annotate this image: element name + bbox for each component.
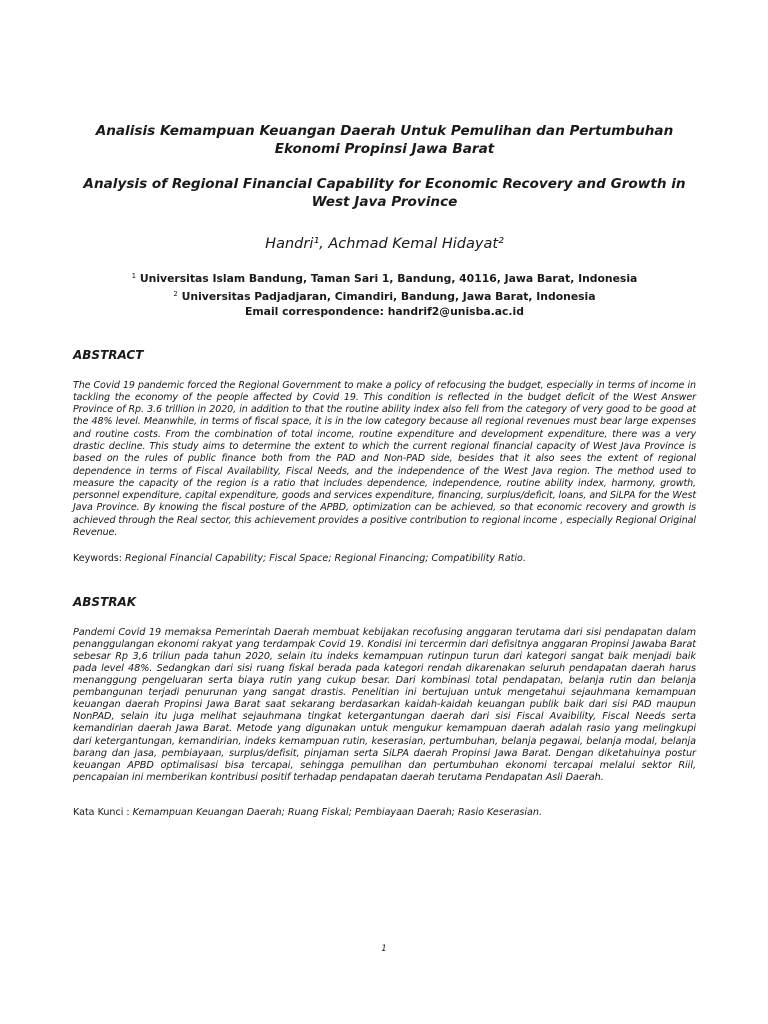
author-list: Handri¹, Achmad Kemal Hidayat²	[265, 236, 504, 252]
affiliation-2-text: Universitas Padjadjaran, Cimandiri, Bandung, Jawa Barat, Indonesia	[181, 289, 596, 303]
affiliation-1	[73, 269, 696, 287]
affiliation-2-marker: 2	[173, 289, 178, 298]
affiliations	[73, 269, 696, 320]
abstract-body: The Covid 19 pandemic forced the Regional Government to make a policy of refocusing the budget, especially in terms of income in tackling the economy of the people affected by Covid 19. This condition is reflected in the budget deficit of the West Answer Province of Rp. 3.6 trillion in 2020, in addition to that the routine ability index also fell from the category of very good to be good at the 48% level. Meanwhile, in terms of fiscal space, it is in the low category because all regional revenues must bear large expenses and routine costs. From the combination of total income, routine expenditure and development expenditure, there was a very drastic decline. This study aims to determine the extent to which the current regional financial capacity of West Java Province is based on the rules of public finance both from the PAD and Non-PAD side, besides that it also sees the extent of regional dependence in terms of Fiscal Availability, Fiscal Needs, and the independence of the West Java region. The method used to measure the capacity of the region is a ratio that includes dependence, independence, routine ability index, harmony, growth, personnel expenditure, capital expenditure, goods and services expenditure, financing, surplus/deficit, loans, and SiLPA for the West Java Province. By knowing the fiscal posture of the APBD, optimization can be achieved, so that economic recovery and growth is achieved through the Real sector, this achievement provides a positive contribution to regional income , especially Regional Original Revenue.	[73, 379, 696, 539]
kata-kunci-line	[73, 807, 696, 819]
abstrak-heading: ABSTRAK	[73, 594, 137, 609]
abstrak-body: Pandemi Covid 19 memaksa Pemerintah Daerah membuat kebijakan recofusing anggaran terutama dari sisi pendapatan dalam penanggulangan ekonomi rakyat yang terdampak Covid 19. Kondisi ini tercermin dari defisitnya anggaran Propinsi Jawaba Barat sebesar Rp 3,6 triliun pada tahun 2020, selain itu indeks kemampuan rutinpun turun dari kategori sangat baik menjadi baik pada level 48%. Sedangkan dari sisi ruang fiskal berada pada kategori rendah dikarenakan seluruh pendapatan daerah harus menanggung pengeluaran serta biaya rutin yang cukup besar. Dari kombinasi total pendapatan, belanja rutin dan belanja pembangunan terjadi penurunan yang sangat drastis. Penelitian ini bertujuan untuk mengetahui sejauhmana kemampuan keuangan daerah Propinsi Jawa Barat saat sekarang berdasarkan kaidah-kaidah keuangan publik baik dari sisi PAD maupun NonPAD, selain itu juga melihat sejauhmana tingkat ketergantungan daerah dari sisi Fiscal Avaibility, Fiscal Needs serta kemandirian daerah Jawa Barat. Metode yang digunakan untuk mengukur kemampuan daerah adalah rasio yang melingkupi dari ketergantungan, kemandirian, indeks kemampuan rutin, keserasian, pertumbuhan, belanja pegawai, belanja modal, belanja barang dan jasa, pembiayaan, surplus/defisit, pinjaman serta SiLPA daerah Propinsi Jawa Barat. Dengan diketahuinya postur keuangan APBD optimalisasi bisa tercapai, sehingga pemulihan dan pertumbuhan ekonomi tercapai melalui sektor Riil, pencapaian ini memberikan kontribusi positif terhadap pendapatan daerah terutama Pendapatan Asli Daerah.	[73, 626, 696, 783]
email-correspondence: Email correspondence: handrif2@unisba.ac.id	[245, 305, 524, 318]
keywords-line	[73, 553, 696, 565]
kata-kunci-values: Kemampuan Keuangan Daerah; Ruang Fiskal; Pembiayaan Daerah; Rasio Keserasian.	[132, 806, 542, 818]
keywords-values: Regional Financial Capability; Fiscal Space; Regional Financing; Compatibility Ratio.	[125, 553, 526, 565]
title-english: Analysis of Regional Financial Capability for Economic Recovery and Growth in West Java Province	[83, 176, 686, 210]
affiliation-2	[73, 287, 696, 305]
keywords-label: Keywords:	[73, 553, 122, 565]
title-indonesian: Analisis Kemampuan Keuangan Daerah Untuk Pemulihan dan Pertumbuhan Ekonomi Propinsi Jawa Barat	[95, 123, 674, 157]
affiliation-1-marker: 1	[131, 272, 137, 280]
affiliation-1-text: Universitas Islam Bandung, Taman Sari 1, Bandung, 40116, Jawa Barat, Indonesia	[139, 272, 638, 285]
abstract-heading: ABSTRACT	[73, 347, 144, 362]
page-number: 1	[381, 944, 387, 954]
kata-kunci-label: Kata Kunci :	[73, 806, 130, 818]
